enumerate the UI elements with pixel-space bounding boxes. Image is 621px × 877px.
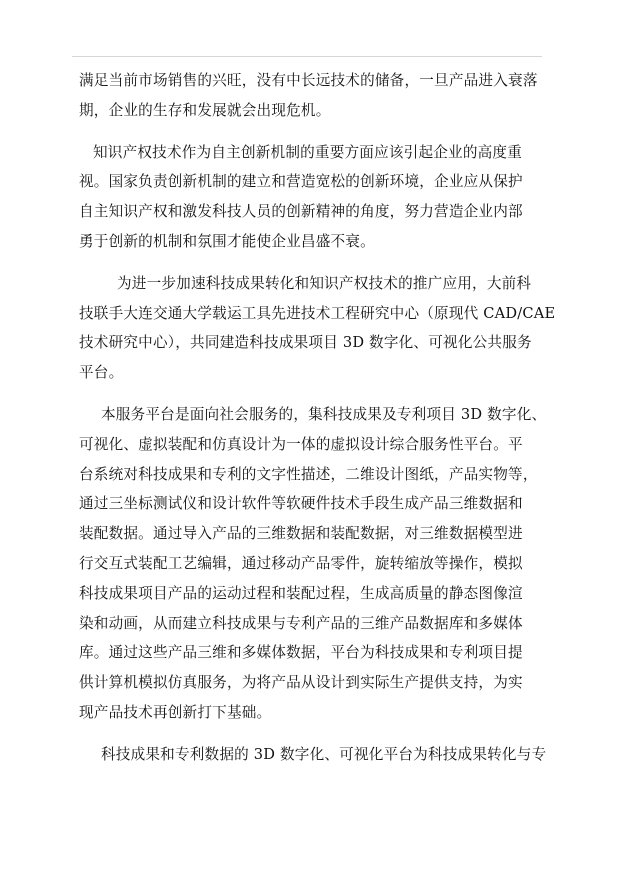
document-body [79, 66, 556, 782]
paragraph [79, 400, 547, 728]
text-line: 技联手大连交通大学载运工具先进技术工程研究中心（原现代 CAD/CAE [79, 304, 556, 322]
paragraph [79, 138, 541, 257]
text-line: 满足当前市场销售的兴旺，没有中长远技术的储备，一旦产品进入衰落 [79, 72, 538, 89]
text-line: 行交互式装配工艺编辑，通过移动产品零件，旋转缩放等操作，模拟 [79, 554, 523, 572]
paragraph [79, 269, 556, 388]
text-line: 知识产权技术作为自主创新机制的重要方面应该引起企业的高度重 [93, 143, 523, 161]
text-line: 可视化、虚拟装配和仿真设计为一体的虚拟设计综合服务性平台。平 [79, 435, 523, 453]
text-line: 视。国家负责创新机制的建立和营造宽松的创新环境，企业应从保护 [79, 173, 523, 191]
text-line: 库。通过这些产品三维和多媒体数据，平台为科技成果和专利项目提 [79, 644, 523, 662]
text-line: 技术研究中心），共同建造科技成果项目 3D 数字化、可视化公共服务 [79, 334, 532, 352]
text-line: 装配数据。通过导入产品的三维数据和装配数据，对三维数据模型进 [79, 525, 523, 543]
text-line: 平台。 [79, 364, 124, 382]
paragraph [79, 740, 547, 770]
text-line: 自主知识产权和激发科技人员的创新精神的角度，努力营造企业内部 [79, 203, 523, 221]
header-rule [72, 56, 542, 57]
text-line: 通过三坐标测试仪和设计软件等软硬件技术手段生成产品三维数据和 [79, 495, 523, 513]
text-line: 供计算机模拟仿真服务，为将产品从设计到实际生产提供支持，为实 [79, 674, 523, 692]
text-line: 为进一步加速科技成果转化和知识产权技术的推广应用，大前科 [117, 274, 532, 292]
paragraph [79, 66, 541, 126]
text-line: 现产品技术再创新打下基础。 [79, 703, 272, 721]
text-line: 勇于创新的机制和氛围才能使企业昌盛不衰。 [79, 232, 375, 250]
text-line: 期，企业的生存和发展就会出现危机。 [79, 101, 331, 119]
text-line: 台系统对科技成果和专利的文字性描述，二维设计图纸，产品实物等， [79, 465, 538, 483]
text-line: 科技成果和专利数据的 3D 数字化、可视化平台为科技成果转化与专 [101, 745, 547, 763]
text-line: 本服务平台是面向社会服务的，集科技成果及专利项目 3D 数字化、 [101, 405, 547, 423]
text-line: 科技成果项目产品的运动过程和装配过程，生成高质量的静态图像渲 [79, 584, 523, 602]
text-line: 染和动画，从而建立科技成果与专利产品的三维产品数据库和多媒体 [79, 614, 523, 632]
